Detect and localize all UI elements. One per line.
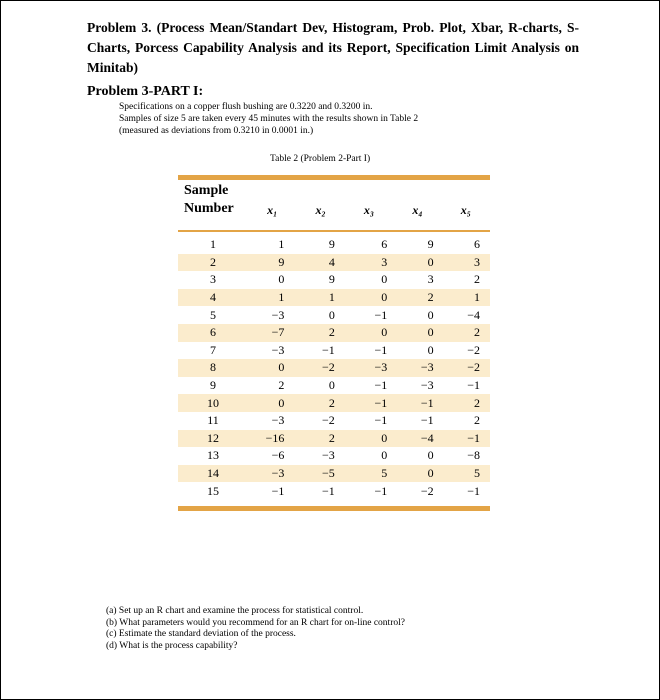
- table-cell: −6: [271, 448, 285, 463]
- table-cell: −1: [420, 395, 434, 410]
- sample-number-cell: 12: [207, 430, 219, 445]
- table-row: [178, 254, 490, 272]
- intro-line: Samples of size 5 are taken every 45 minutes with the results shown in Table 2: [119, 114, 419, 124]
- intro-text: [119, 101, 418, 137]
- intro-line: (measured as deviations from 0.3210 in 0.0001 in.): [119, 126, 314, 136]
- table-cell: 2: [328, 395, 335, 410]
- table-cell: 1: [278, 237, 285, 252]
- data-table: [178, 175, 490, 511]
- table-cell: 0: [278, 272, 285, 287]
- table-cell: 0: [427, 254, 434, 269]
- sample-number-cell: 15: [207, 483, 219, 498]
- table-cell: 0: [427, 448, 434, 463]
- table-cell: 2: [328, 430, 335, 445]
- table-header: [178, 180, 490, 230]
- table-cell: 0: [278, 395, 285, 410]
- table-row: [178, 289, 490, 307]
- table-cell: −1: [374, 307, 388, 322]
- table-cell: −2: [467, 360, 481, 375]
- table-row: [178, 482, 490, 500]
- table-cell: −3: [374, 360, 388, 375]
- table-cell: 0: [427, 342, 434, 357]
- sample-number-cell: 4: [210, 290, 216, 305]
- sample-number-cell: 3: [210, 272, 216, 287]
- table-cell: −3: [271, 307, 285, 322]
- table-cell: 1: [328, 290, 335, 305]
- table-row: [178, 430, 490, 448]
- table-cell: 9: [427, 237, 434, 252]
- header-line: Sample: [184, 183, 229, 198]
- table-cell: −7: [271, 325, 285, 340]
- table-row: [178, 271, 490, 289]
- table-cell: −1: [271, 483, 285, 498]
- table-row: [178, 324, 490, 342]
- table-cell: −16: [265, 430, 285, 445]
- table-cell: −1: [374, 395, 388, 410]
- questions-list: [106, 606, 405, 652]
- table-cell: 9: [278, 254, 285, 269]
- table-cell: −1: [374, 342, 388, 357]
- column-header: x₃: [363, 203, 375, 217]
- table-cell: −2: [467, 342, 481, 357]
- table-cell: −1: [374, 483, 388, 498]
- table-body: [178, 236, 490, 500]
- table-row: [178, 377, 490, 395]
- column-header: x₅: [460, 203, 471, 217]
- sample-number-cell: 7: [210, 342, 216, 357]
- table-cell: −1: [467, 483, 481, 498]
- sample-number-cell: 14: [207, 466, 219, 481]
- question-item: (c) Estimate the standard deviation of the process.: [106, 629, 296, 639]
- table-cell: 3: [381, 254, 388, 269]
- table-cell: 1: [474, 290, 481, 305]
- table-cell: 0: [381, 325, 388, 340]
- table-bottom-rule: [178, 506, 490, 511]
- table-cell: 0: [381, 430, 388, 445]
- table-row: [178, 236, 490, 254]
- sample-number-cell: 13: [207, 448, 219, 463]
- table-cell: −1: [467, 378, 481, 393]
- table-cell: −2: [322, 413, 335, 428]
- table-cell: −4: [467, 307, 481, 322]
- table-cell: 5: [381, 466, 388, 481]
- table-cell: 9: [328, 237, 335, 252]
- sample-number-cell: 9: [210, 378, 216, 393]
- sample-number-cell: 1: [210, 237, 216, 252]
- table-row: [178, 447, 490, 465]
- table-cell: 2: [474, 325, 481, 340]
- table-cell: 3: [427, 272, 434, 287]
- header-line: Number: [184, 201, 234, 216]
- table-cell: −3: [271, 466, 285, 481]
- table-cell: −1: [374, 378, 388, 393]
- table-cell: 0: [427, 466, 434, 481]
- table-row: [178, 394, 490, 412]
- column-header: x₄: [412, 203, 423, 217]
- table-cell: 4: [328, 254, 335, 269]
- column-header: x₁: [267, 203, 278, 217]
- table-cell: −4: [420, 430, 434, 445]
- part-title: Problem 3-PART I:: [87, 84, 204, 99]
- table-cell: 0: [381, 272, 388, 287]
- table-cell: 0: [328, 378, 335, 393]
- sample-number-cell: 10: [207, 395, 219, 410]
- table-cell: 0: [278, 360, 285, 375]
- table-row: [178, 359, 490, 377]
- table-cell: −5: [322, 466, 335, 481]
- table-row: [178, 412, 490, 430]
- table-cell: −3: [420, 378, 434, 393]
- sample-number-cell: 8: [210, 360, 216, 375]
- table-cell: −1: [467, 430, 481, 445]
- table-cell: 9: [328, 272, 335, 287]
- column-header: x₂: [315, 203, 326, 217]
- question-item: (a) Set up an R chart and examine the process for statistical control.: [106, 606, 364, 616]
- table-cell: 6: [474, 237, 481, 252]
- header-rule: [178, 230, 490, 232]
- table-cell: −1: [322, 483, 335, 498]
- table-caption: Table 2 (Problem 2-Part I): [270, 154, 371, 164]
- sample-number-cell: 5: [210, 307, 216, 322]
- table-cell: 2: [328, 325, 335, 340]
- table-cell: 0: [427, 325, 434, 340]
- table-cell: 0: [427, 307, 434, 322]
- table-cell: 0: [381, 448, 388, 463]
- table-cell: −2: [322, 360, 335, 375]
- table-cell: 2: [474, 413, 481, 428]
- table-cell: −3: [271, 342, 285, 357]
- table-row: [178, 342, 490, 360]
- table-cell: −3: [322, 448, 335, 463]
- table-cell: 6: [381, 237, 388, 252]
- table-cell: 1: [278, 290, 285, 305]
- question-item: (b) What parameters would you recommend for an R chart for on-line control?: [106, 617, 405, 628]
- table-cell: 5: [474, 466, 481, 481]
- table-cell: −2: [420, 483, 434, 498]
- table-cell: 3: [474, 254, 481, 269]
- table-row: [178, 465, 490, 483]
- table-cell: 2: [474, 272, 481, 287]
- sample-number-cell: 11: [207, 413, 219, 428]
- table-row: [178, 306, 490, 324]
- table-cell: 0: [328, 307, 335, 322]
- table-cell: −3: [420, 360, 434, 375]
- table-cell: −3: [271, 413, 285, 428]
- table-cell: −8: [467, 448, 481, 463]
- table-cell: −1: [374, 413, 388, 428]
- sample-number-header: [178, 182, 248, 218]
- question-item: (d) What is the process capability?: [106, 640, 238, 651]
- sample-number-cell: 2: [210, 254, 216, 269]
- intro-line: Specifications on a copper flush bushing are 0.3220 and 0.3200 in.: [119, 102, 373, 112]
- problem-heading: Problem 3. (Process Mean/Standart Dev, Histogram, Prob. Plot, Xbar, R-charts, S-Charts, Porcess Capability Analysis and its Report, Specification Limit Analysis on Minitab): [87, 20, 579, 75]
- table-cell: 2: [474, 395, 481, 410]
- table-cell: −1: [322, 342, 335, 357]
- table-cell: −1: [420, 413, 434, 428]
- table-cell: 2: [278, 378, 285, 393]
- table-cell: 2: [427, 290, 434, 305]
- table-cell: 0: [381, 290, 388, 305]
- sample-number-cell: 6: [210, 325, 216, 340]
